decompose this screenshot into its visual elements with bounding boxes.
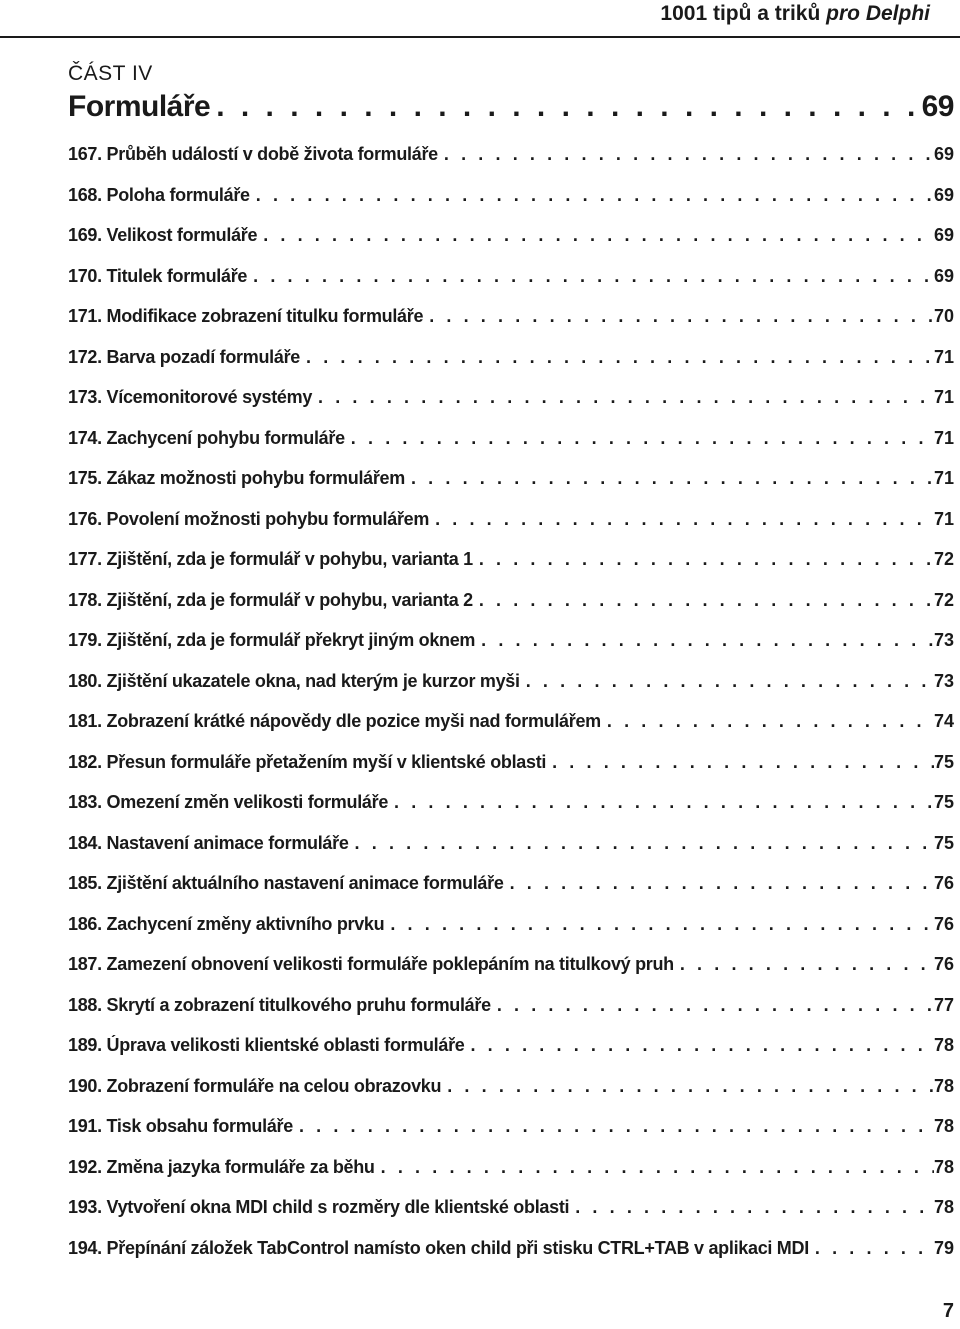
toc-entry — [68, 1116, 954, 1142]
toc-entry-title: 187. Zamezení obnovení velikosti formuláře poklepáním na titulkový pruh — [68, 954, 674, 974]
dot-leader — [526, 671, 934, 692]
toc-entry — [68, 833, 954, 859]
dot-leader — [510, 873, 934, 894]
dot-leader — [394, 792, 934, 813]
dot-leader — [815, 1238, 934, 1259]
dot-leader — [680, 954, 934, 975]
chapter-heading — [68, 90, 954, 130]
toc-entry-title: 184. Nastavení animace formuláře — [68, 832, 349, 853]
toc-entry — [68, 1076, 954, 1102]
toc-entry-page: 69 — [933, 184, 954, 205]
dot-leader — [411, 468, 934, 489]
toc-entry-page: 75 — [933, 792, 954, 812]
toc-entry-page: 73 — [933, 670, 954, 691]
toc-entry — [68, 1035, 954, 1061]
toc-entry-page: 71 — [933, 427, 954, 448]
toc-entry-page: 79 — [933, 1237, 954, 1258]
book-title — [660, 2, 930, 26]
dot-leader — [351, 428, 934, 449]
toc-entry — [68, 752, 954, 778]
toc-entry — [68, 792, 954, 818]
toc-entry-title: 179. Zjištění, zda je formulář překryt jiným oknem — [68, 630, 476, 650]
dot-leader — [607, 711, 934, 732]
page-number: 7 — [942, 1300, 954, 1322]
chapter-page: 69 — [921, 90, 954, 123]
toc-entry — [68, 468, 954, 494]
book-title-italic: pro Delphi — [826, 2, 930, 25]
toc-entry-title: 182. Přesun formuláře přetažením myší v klientské oblasti — [68, 751, 547, 772]
toc-entry — [68, 387, 954, 413]
dot-leader — [479, 590, 934, 611]
toc-entry-title: 171. Modifikace zobrazení titulku formuláře — [68, 306, 424, 326]
toc-entry-title: 191. Tisk obsahu formuláře — [68, 1116, 293, 1136]
toc-entry-title: 174. Zachycení pohybu formuláře — [68, 427, 345, 448]
toc-entry — [68, 306, 954, 332]
toc-entry — [68, 995, 954, 1021]
part-label: ČÁST IV — [68, 62, 153, 85]
toc-entry-title: 172. Barva pozadí formuláře — [68, 346, 300, 367]
toc-entry — [68, 711, 954, 737]
dot-leader — [381, 1157, 934, 1178]
toc-entry-page: 69 — [933, 144, 954, 164]
toc-entry — [68, 428, 954, 454]
toc-entry-page: 78 — [933, 1035, 954, 1055]
toc-entry — [68, 509, 954, 535]
dot-leader — [256, 185, 934, 206]
toc-entry-title: 192. Změna jazyka formuláře za běhu — [68, 1156, 375, 1177]
toc-entry-title: 173. Vícemonitorové systémy — [68, 387, 313, 407]
toc-entry-page: 75 — [933, 832, 954, 853]
toc-entry — [68, 225, 954, 251]
dot-leader — [552, 752, 934, 773]
toc-entry-page: 71 — [933, 508, 954, 529]
dot-leader — [390, 914, 934, 935]
toc-entry-title: 183. Omezení změn velikosti formuláře — [68, 792, 389, 812]
dot-leader — [447, 1076, 934, 1097]
toc-entry-page: 73 — [933, 630, 954, 650]
toc-entry-page: 69 — [933, 225, 954, 245]
dot-leader — [263, 225, 934, 246]
toc-entry — [68, 630, 954, 656]
toc-entry-page: 77 — [933, 994, 954, 1015]
dot-leader — [216, 90, 921, 124]
toc-entry-page: 71 — [933, 387, 954, 407]
toc-entry-page: 76 — [933, 913, 954, 934]
dot-leader — [299, 1116, 934, 1137]
toc-entry-page: 72 — [933, 589, 954, 610]
toc-entry-title: 168. Poloha formuláře — [68, 184, 250, 205]
dot-leader — [318, 387, 934, 408]
dot-leader — [481, 630, 934, 651]
dot-leader — [497, 995, 934, 1016]
toc-entry-page: 75 — [933, 751, 954, 772]
dot-leader — [355, 833, 934, 854]
toc-entry — [68, 1238, 954, 1264]
toc-entry — [68, 873, 954, 899]
dot-leader — [253, 266, 934, 287]
toc-entry-page: 78 — [933, 1156, 954, 1177]
dot-leader — [470, 1035, 933, 1056]
toc-entry-page: 78 — [933, 1075, 954, 1096]
toc-entry — [68, 671, 954, 697]
toc-entry — [68, 185, 954, 211]
toc-entry-title: 176. Povolení možnosti pohybu formulářem — [68, 508, 430, 529]
toc-entry-title: 180. Zjištění ukazatele okna, nad kterým je kurzor myši — [68, 670, 520, 691]
toc-entry — [68, 590, 954, 616]
toc-entry-title: 188. Skrytí a zobrazení titulkového pruhu formuláře — [68, 994, 491, 1015]
toc-entry-page: 76 — [933, 873, 954, 893]
toc-entry-title: 193. Vytvoření okna MDI child s rozměry dle klientské oblasti — [68, 1197, 570, 1217]
toc-entry — [68, 266, 954, 292]
toc-entry-title: 185. Zjištění aktuálního nastavení animace formuláře — [68, 873, 504, 893]
toc-entry-title: 169. Velikost formuláře — [68, 225, 258, 245]
toc-entry-title: 170. Titulek formuláře — [68, 265, 248, 286]
toc-entry-title: 178. Zjištění, zda je formulář v pohybu, varianta 2 — [68, 589, 473, 610]
book-title-plain: 1001 tipů a triků — [660, 2, 821, 25]
header-rule — [0, 36, 960, 38]
toc-entry-title: 177. Zjištění, zda je formulář v pohybu, varianta 1 — [68, 549, 473, 569]
toc-entry-title: 190. Zobrazení formuláře na celou obrazovku — [68, 1075, 442, 1096]
toc-entry — [68, 347, 954, 373]
toc-entry-title: 181. Zobrazení krátké nápovědy dle pozice myši nad formulářem — [68, 711, 601, 731]
toc-entry-page: 70 — [933, 306, 954, 326]
toc-entry-page: 76 — [933, 954, 954, 974]
toc-entry-page: 71 — [933, 346, 954, 367]
toc-entry-title: 194. Přepínání záložek TabControl namísto oken child při stisku CTRL+TAB v aplikaci MDI — [68, 1237, 809, 1258]
toc-entry — [68, 549, 954, 575]
toc-entry-title: 186. Zachycení změny aktivního prvku — [68, 913, 385, 934]
toc-entry-page: 78 — [933, 1197, 954, 1217]
toc-entry-page: 69 — [933, 265, 954, 286]
toc-entry-title: 167. Průběh událostí v době života formuláře — [68, 144, 438, 164]
toc-entry-page: 71 — [933, 468, 954, 488]
dot-leader — [479, 549, 934, 570]
toc-entry-page: 78 — [933, 1116, 954, 1136]
toc-entry — [68, 1157, 954, 1183]
toc-entry-page: 74 — [933, 711, 954, 731]
dot-leader — [429, 306, 934, 327]
toc-entry-title: 189. Úprava velikosti klientské oblasti formuláře — [68, 1035, 465, 1055]
toc-entry — [68, 1197, 954, 1223]
dot-leader — [444, 144, 934, 165]
running-header — [0, 0, 960, 40]
toc-entry — [68, 954, 954, 980]
dot-leader — [306, 347, 934, 368]
toc-entry-title: 175. Zákaz možnosti pohybu formulářem — [68, 468, 405, 488]
dot-leader — [575, 1197, 934, 1218]
toc-entry — [68, 914, 954, 940]
toc-entry — [68, 144, 954, 170]
toc-entry-page: 72 — [933, 549, 954, 569]
dot-leader — [435, 509, 934, 530]
chapter-title: Formuláře — [68, 90, 211, 123]
